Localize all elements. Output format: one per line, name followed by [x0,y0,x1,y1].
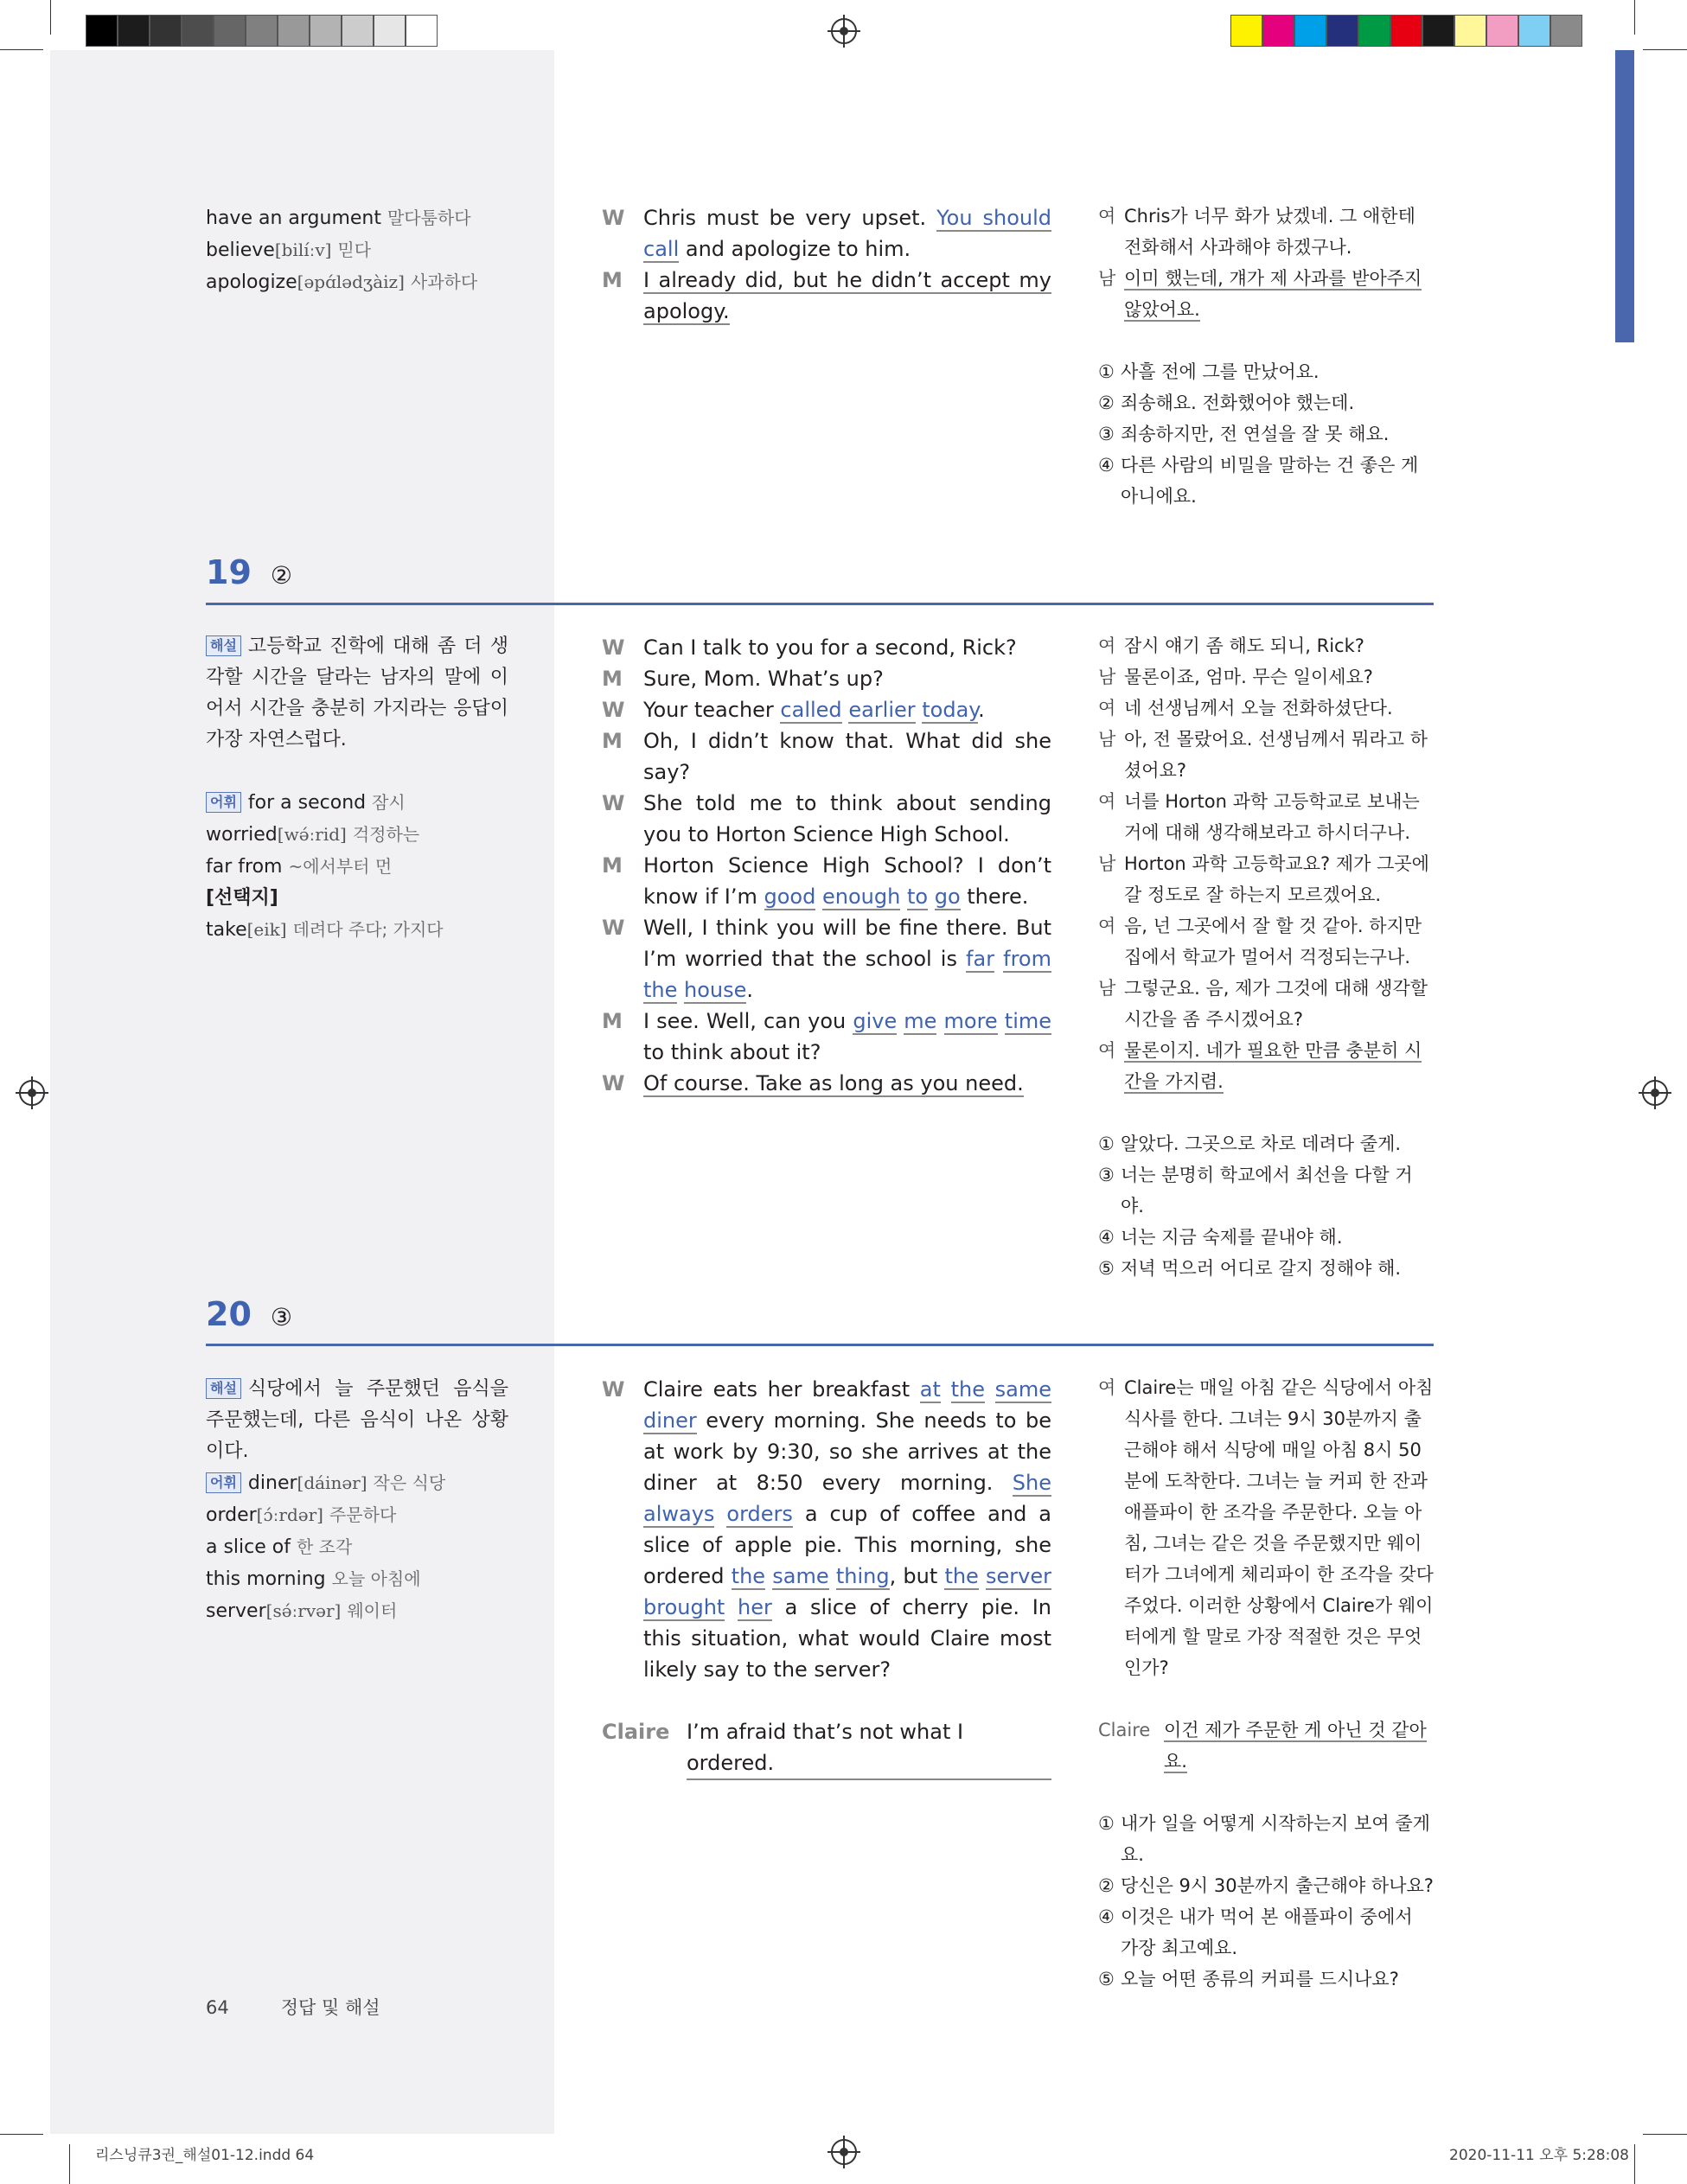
vocab-item [206,883,534,914]
speaker-label: M [602,853,623,878]
blank-answer: the [944,1564,979,1588]
crop-mark [1634,0,1635,35]
vocab-item [206,1595,534,1627]
answer-line: Of course. Take as long as you need. [643,1071,1024,1095]
dialog-line: W Chris must be very upset. You should call and apologize to him. [602,202,1051,265]
crop-mark [1643,2134,1687,2135]
option-text: 당신은 9시 30분까지 출근해야 하나요? [1121,1875,1434,1896]
slug-filename: 리스닝큐3권_해설01-12.indd 64 [95,2147,315,2164]
blank-answer: more [943,1009,998,1033]
translation-text: 너를 Horton 과학 고등학교로 보내는 거에 대해 생각해보라고 하시더구나. [1124,791,1420,843]
vocab-pronunciation: [sə́ːrvər] [265,1600,342,1621]
blank-answer: the [643,978,678,1002]
speaker-label: 여 [1098,791,1116,812]
answer-option [1098,1870,1435,1901]
sec19-translation [1098,630,1435,1284]
narration-text: every morning. She needs to be at work by 9:30, so she arrives at the diner at 8:50 every morning. [643,1408,1051,1495]
option-text: 너는 지금 숙제를 끝내야 해. [1121,1227,1343,1248]
blank-answer: house [684,978,747,1002]
narration-text: , but [889,1564,945,1588]
option-text: 알았다. 그곳으로 차로 데려다 줄게. [1121,1134,1402,1154]
sec18-vocab-list [206,202,534,298]
color-swatch [1358,15,1390,47]
speaker-label: M [602,268,623,292]
narration-text: a cup of coffee and a slice of apple pie. This morning, she ordered [643,1502,1051,1588]
translation-line [1098,661,1435,693]
blank-answer: enough [822,884,901,909]
translation-line [1098,724,1435,786]
dialog-line [602,632,1051,663]
option-text: 죄송해요. 전화했어야 했는데. [1121,393,1355,413]
sec20-heading [206,1295,292,1333]
translation-line [1098,973,1435,1035]
speaker-label: 남 [1098,978,1116,999]
sec19-vocab-list [206,787,534,946]
vocab-item [206,202,534,234]
dialog-text: I see. Well, can you [643,1009,853,1033]
vocab-pronunciation: [bilíːv] [274,239,332,260]
blank-answer: always [643,1502,715,1526]
dialog-text: there. [960,884,1029,909]
answer-option [1098,450,1435,512]
vocab-word: diner [247,1472,297,1494]
speaker-label: W [602,698,625,722]
dialog-text: Can I talk to you for a second, Rick? [643,635,1017,660]
sec19-heading [206,553,292,591]
option-number: ④ [1098,1227,1115,1248]
translation-text: 네 선생님께서 오늘 전화하셨단다. [1124,698,1393,718]
sec19-explanation: 해설 고등학교 진학에 대해 좀 더 생각할 시간을 달라는 남자의 말에 이어서 시간을 충분히 가지라는 응답이 가장 자연스럽다. [206,635,508,750]
option-number: ④ [1098,455,1115,476]
speaker-label: 여 [1098,698,1116,718]
color-swatch [118,15,150,47]
color-swatch [1550,15,1582,47]
answer-option [1098,1901,1435,1964]
speaker-label: W [602,1377,625,1402]
blank-answer: good [764,884,816,909]
option-text: 사흘 전에 그를 만났어요. [1121,361,1320,382]
sec20-dialog [602,1374,1051,1780]
color-swatch [1294,15,1326,47]
vocab-meaning: 믿다 [337,239,372,260]
gray-color-bar [86,15,438,47]
question-number: 20 [206,1295,252,1333]
vocab-item [206,234,534,266]
dialog-text: Sure, Mom. What’s up? [643,667,884,691]
blank-answer: her [738,1595,772,1619]
blank-answer: today [922,698,979,722]
option-text: 저녁 먹으러 어디로 갈지 정해야 해. [1121,1258,1402,1279]
vocab-meaning: 웨이터 [347,1600,398,1621]
translation-text: 음, 넌 그곳에서 잘 할 것 같아. 하지만 집에서 학교가 멀어서 걱정되는구나. [1124,916,1422,967]
color-swatch [374,15,406,47]
narration-text: Claire eats her breakfast [643,1377,920,1402]
blank-answer: You should call [643,206,1052,261]
option-number: ③ [1098,1165,1115,1185]
option-number: ③ [1098,424,1115,444]
sec18-options [1098,356,1435,512]
translation-text: 아, 전 몰랐어요. 선생님께서 뭐라고 하셨어요? [1124,729,1428,781]
blank-answer: same [994,1377,1052,1402]
speaker-label: W [602,1071,625,1095]
vocab-meaning: 오늘 아침에 [331,1568,421,1589]
blank-answer: orders [726,1502,793,1526]
blank-answer: me [904,1009,937,1033]
option-text: 내가 일을 어떻게 시작하는지 보여 줄게요. [1121,1813,1430,1865]
registration-mark-icon [831,2139,857,2165]
sec19-dialog [602,632,1051,1099]
sec20-explanation: 해설 식당에서 늘 주문했던 음식을 주문했는데, 다른 음식이 나온 상황이다. [206,1378,508,1462]
vocab-pronunciation: [eik] [246,919,287,940]
dialog-text: She told me to think about sending you to Horton Science High School. [643,791,1051,846]
blank-answer: time [1004,1009,1052,1033]
option-text: 다른 사람의 비밀을 말하는 건 좋은 게 아니에요. [1121,455,1419,507]
translation-text: 물론이죠, 엄마. 무슨 일이세요? [1124,667,1373,687]
vocab-meaning: 주문하다 [329,1504,397,1525]
vocab-word: for a second [247,792,367,814]
option-number: ② [1098,393,1115,413]
dialog-text: to think about it? [643,1040,821,1064]
dialog-text: Your teacher [643,698,781,722]
vocab-meaning: ~에서부터 먼 [288,856,393,877]
option-number: ① [1098,1813,1115,1834]
vocab-item [206,851,534,883]
vocab-word: have an argument [206,208,381,229]
crop-mark [0,2134,43,2135]
vocab-meaning: 걱정하는 [352,824,420,845]
color-swatch [1486,15,1518,47]
color-swatch [1454,15,1486,47]
registration-mark-icon [1642,1080,1668,1106]
vocab-item [206,266,534,298]
sec20-vocab-list [206,1467,534,1627]
registration-mark-icon [831,18,857,44]
dialog-line [602,912,1051,1006]
blue-edge-tab [1615,50,1634,342]
slug-date: 2020-11-11 오후 5:28:08 [1449,2147,1629,2164]
sec18-translation [1098,201,1435,512]
option-number: ④ [1098,1906,1115,1927]
answer-option [1098,1159,1435,1222]
blank-answer: server [986,1564,1052,1588]
answer-option [1098,387,1435,418]
translation-line [1098,848,1435,910]
speaker-label: M [602,1009,623,1033]
vocab-meaning: 사과하다 [410,271,478,292]
translation-line [1098,786,1435,848]
blank-answer: to [906,884,929,909]
option-number: ⑤ [1098,1258,1115,1279]
option-number: ② [1098,1875,1115,1896]
answer-mark: ③ [270,1303,292,1331]
blank-answer: at [919,1377,941,1402]
option-text: 죄송하지만, 전 연설을 잘 못 해요. [1121,424,1390,444]
translation-line [1098,630,1435,661]
translation-text: 그렇군요. 음, 제가 그것에 대해 생각할 시간을 좀 주시겠어요? [1124,978,1428,1030]
sec18-dialog [602,202,1051,327]
speaker-label: 여 [1098,916,1116,936]
dialog-line [602,725,1051,788]
option-number: ⑤ [1098,1969,1115,1989]
option-number: ① [1098,1134,1115,1154]
speaker-label: 남 [1098,853,1116,874]
vocab-meaning: 잠시 [372,792,406,813]
vocab-item [206,1563,534,1595]
speaker-label: 여 [1098,635,1116,656]
speaker-label: W [602,916,625,940]
translation-line: 여 Chris가 너무 화가 났겠네. 그 애한테 전화해서 사과해야 하겠구나. [1098,206,1415,258]
translation-text: Horton 과학 고등학교요? 제가 그곳에 갈 정도로 잘 하는지 모르겠어요. [1124,853,1429,905]
color-swatch [150,15,182,47]
answer-option [1098,1128,1435,1159]
answer-line: I already did, but he didn’t accept my apology. [643,268,1051,323]
dialog-line [602,694,1051,725]
dialog-text: Horton Science High School? I don’t know if I’m [643,853,1051,909]
color-swatch [1326,15,1358,47]
sec20-options [1098,1808,1435,1995]
vocab-meaning: 데려다 주다; 가지다 [292,919,444,940]
vocab-word: apologize [206,271,297,293]
crop-mark [1643,49,1687,50]
blank-answer: the [731,1564,766,1588]
sec20-translation [1098,1372,1435,1995]
vocab-word: this morning [206,1568,326,1590]
section-divider [206,1344,1434,1346]
translation-line: 남 이미 했는데, 걔가 제 사과를 받아주지 않았어요. [1098,268,1422,320]
speaker-label: W [602,635,625,660]
option-text: 오늘 어떤 종류의 커피를 드시나요? [1121,1969,1399,1989]
answer-line: I’m afraid that’s not what I ordered. [687,1716,1051,1780]
blank-answer: diner [643,1408,697,1433]
answer-option [1098,1253,1435,1284]
translation-line: 여 Claire는 매일 아침 같은 식당에서 아침 식사를 한다. 그녀는 9시 30분까지 출근해야 해서 식당에 매일 아침 8시 50분에 도착한다. 그녀는 늘 커피 한 잔과 애플파이 한 조각을 주문한다. 오늘 아침, 그녀는 같은 것을 주문했지만 웨이터가 그녀에게 체리파이 한 조각을 갖다 주었다. 이러한 상황에서 Claire가 웨이터에게 할 말로 가장 적절한 것은 무엇인가? [1098,1377,1434,1678]
explanation-tag: 해설 [206,1378,241,1399]
color-swatch [1262,15,1294,47]
color-swatch [1422,15,1454,47]
dialog-text: Well, I think you will be fine there. But I’m worried that the school is [643,916,1051,971]
vocab-item [206,1499,534,1531]
answer-option [1098,418,1435,450]
blank-answer: far [966,947,995,971]
color-swatch [86,15,118,47]
vocab-word: order [206,1504,257,1526]
dialog-line [602,663,1051,694]
color-swatch [1390,15,1422,47]
answer-option [1098,1808,1435,1870]
vocab-pronunciation: [dáinər] [297,1472,367,1493]
color-swatch [342,15,374,47]
blank-answer: thing [835,1564,890,1588]
vocab-word: [선택지] [206,887,278,909]
speaker-label: 여 [1098,1040,1116,1061]
narration-text: a slice of cherry pie. In this situation, what would Claire most likely say to the server? [643,1595,1051,1682]
blank-answer: the [950,1377,985,1402]
sidebar-background [50,50,554,2134]
dialog-line [602,850,1051,912]
vocab-item [206,819,534,851]
translation-text: 잠시 얘기 좀 해도 되니, Rick? [1124,635,1364,656]
translation-line [1098,1035,1435,1097]
dialog-text: . [978,698,985,722]
color-swatch [1230,15,1262,47]
dialog-text: . [746,978,754,1002]
crop-mark [1634,2144,1635,2184]
speaker-label: W [602,206,625,230]
color-swatch [182,15,214,47]
vocab-word: take [206,919,247,941]
vocab-pronunciation: [ɔ́ːrdər] [256,1504,323,1525]
vocab-tag: 어휘 [206,792,241,813]
dialog-text: Oh, I didn’t know that. What did she say? [643,729,1051,784]
blank-answer: from [1003,947,1051,971]
color-swatch [246,15,278,47]
blank-answer: give [853,1009,898,1033]
explanation-tag: 해설 [206,635,241,656]
page-number: 64 [206,1997,229,2018]
dialog-line [602,1006,1051,1068]
vocab-meaning: 작은 식당 [373,1472,446,1493]
vocab-meaning: 말다툼하다 [387,208,471,228]
vocab-pronunciation: [wə́ːrid] [277,824,347,845]
blank-answer: earlier [848,698,916,722]
footer-label: 정답 및 해설 [280,1997,380,2018]
answer-translation: 물론이지. 네가 필요한 만큼 충분히 시간을 가지렴. [1124,1040,1422,1092]
vocab-word: server [206,1600,266,1622]
vocab-word: far from [206,856,283,878]
speaker-label: M [602,729,623,753]
speaker-label: 남 [1098,667,1116,687]
crop-mark [50,0,51,35]
blank-answer: called [780,698,842,722]
blank-answer: brought [643,1595,725,1619]
vocab-word: worried [206,824,278,846]
claire-line [602,1716,1051,1780]
translation-claire-line: Claire 이건 제가 주문한 게 아닌 것 같아요. [1098,1720,1427,1772]
vocab-word: believe [206,239,275,261]
process-color-bar [1230,15,1582,47]
option-text: 너는 분명히 학교에서 최선을 다할 거야. [1121,1165,1413,1217]
vocab-item [206,1531,534,1563]
vocab-pronunciation: [əpɑ́lədʒàiz] [297,271,405,292]
dialog-line [602,1374,1051,1685]
translation-line [1098,693,1435,724]
crop-mark [0,49,43,50]
speaker-label: M [602,667,623,691]
page-footer [206,1994,432,2020]
color-swatch [214,15,246,47]
vocab-item [206,914,534,946]
dialog-line [602,788,1051,850]
vocab-word: a slice of [206,1536,291,1558]
section-divider [206,603,1434,605]
speaker-label: W [602,791,625,815]
speaker-label: Claire [602,1720,670,1744]
option-number: ① [1098,361,1115,382]
translation-line [1098,910,1435,973]
registration-mark-icon [19,1080,45,1106]
speaker-label: 남 [1098,729,1116,750]
answer-option [1098,356,1435,387]
answer-option [1098,1964,1435,1995]
color-swatch [1518,15,1550,47]
dialog-line [602,265,1051,327]
vocab-tag: 어휘 [206,1472,241,1493]
crop-mark [69,2144,70,2184]
dialog-line [602,1068,1051,1099]
question-number: 19 [206,553,252,591]
answer-mark: ② [270,561,292,590]
blank-answer: She [1012,1471,1051,1495]
sec19-options [1098,1128,1435,1284]
blank-answer: same [772,1564,829,1588]
option-text: 이것은 내가 먹어 본 애플파이 중에서 가장 최고예요. [1121,1906,1413,1958]
color-swatch [310,15,342,47]
answer-option [1098,1222,1435,1253]
color-swatch [406,15,438,47]
vocab-meaning: 한 조각 [297,1536,353,1557]
blank-answer: go [934,884,961,909]
color-swatch [278,15,310,47]
